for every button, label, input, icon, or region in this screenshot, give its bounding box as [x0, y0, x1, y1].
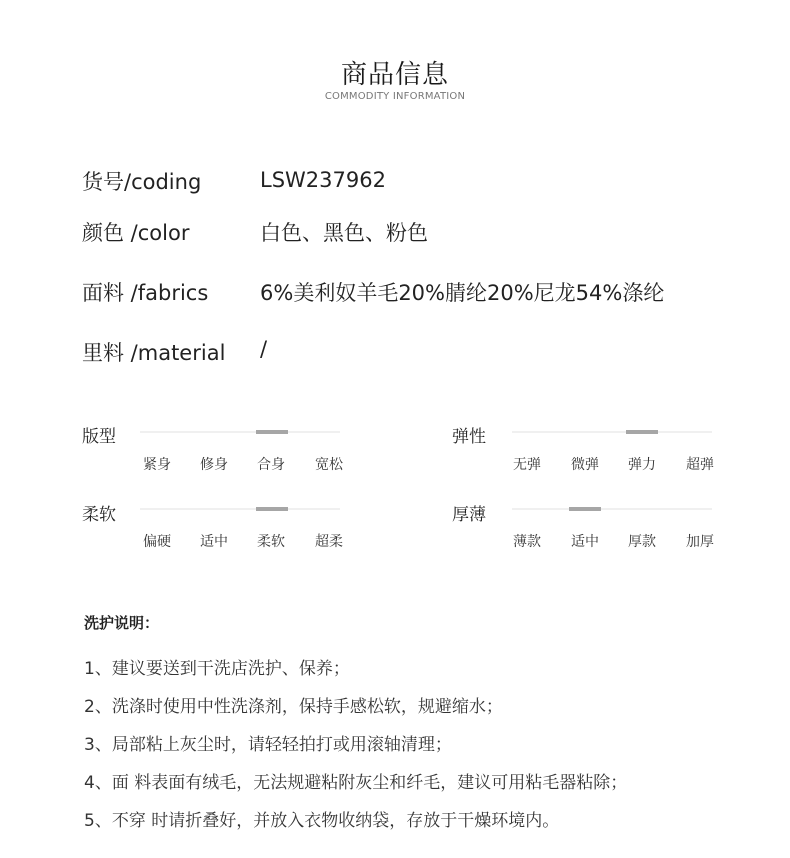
- attr-option: 微弹: [571, 457, 599, 473]
- attr-option: 宽松: [315, 457, 343, 473]
- attr-marker-fit: [256, 430, 288, 434]
- attr-marker-elasticity: [626, 430, 658, 434]
- attr-option: 紧身: [143, 457, 171, 473]
- info-value-color: 白色、黑色、粉色: [260, 221, 428, 245]
- care-item: 1、建议要送到干洗店洗护、保养；: [84, 659, 350, 679]
- attr-title-elasticity: 弹性: [452, 427, 486, 447]
- info-value-material: /: [260, 337, 268, 361]
- attr-track-thickness: [512, 508, 712, 510]
- attr-option: 适中: [200, 534, 228, 550]
- attr-option: 修身: [200, 457, 228, 473]
- info-label-material: 里料 /material: [82, 341, 226, 365]
- attr-option: 超弹: [686, 457, 714, 473]
- attr-option: 合身: [257, 457, 285, 473]
- care-item: 5、不穿 时请折叠好，并放入衣物收纳袋，存放于干燥环境内。: [84, 811, 560, 831]
- attr-option: 超柔: [315, 534, 343, 550]
- care-item: 2、洗涤时使用中性洗涤剂，保持手感松软，规避缩水；: [84, 697, 503, 717]
- attr-title-thickness: 厚薄: [452, 505, 486, 525]
- attr-option: 无弹: [513, 457, 541, 473]
- attr-option: 弹力: [628, 457, 656, 473]
- info-value-coding: LSW237962: [260, 168, 386, 192]
- attr-option: 加厚: [686, 534, 714, 550]
- attr-track-fit: [140, 431, 340, 433]
- attr-track-softness: [140, 508, 340, 510]
- attr-option: 厚款: [628, 534, 656, 550]
- page-title: 商品信息: [340, 60, 449, 90]
- attr-option: 偏硬: [143, 534, 171, 550]
- info-label-fabrics: 面料 /fabrics: [82, 281, 209, 305]
- attr-option: 薄款: [513, 534, 541, 550]
- info-label-color: 颜色 /color: [82, 221, 190, 245]
- attr-title-softness: 柔软: [82, 505, 116, 525]
- attr-marker-thickness: [569, 507, 601, 511]
- attr-option: 柔软: [257, 534, 285, 550]
- care-heading: 洗护说明：: [84, 614, 160, 632]
- page-subtitle: COMMODITY INFORMATION: [324, 91, 466, 102]
- care-item: 4、面 料表面有绒毛，无法规避粘附灰尘和纤毛，建议可用粘毛器粘除；: [84, 773, 628, 793]
- attr-title-fit: 版型: [82, 427, 116, 447]
- attr-marker-softness: [256, 507, 288, 511]
- attr-option: 适中: [571, 534, 599, 550]
- attr-track-elasticity: [512, 431, 712, 433]
- info-value-fabrics: 6%美利奴羊毛20%腈纶20%尼龙54%涤纶: [260, 281, 665, 305]
- info-label-coding: 货号/coding: [82, 170, 202, 194]
- care-item: 3、局部粘上灰尘时，请轻轻拍打或用滚轴清理；: [84, 735, 452, 755]
